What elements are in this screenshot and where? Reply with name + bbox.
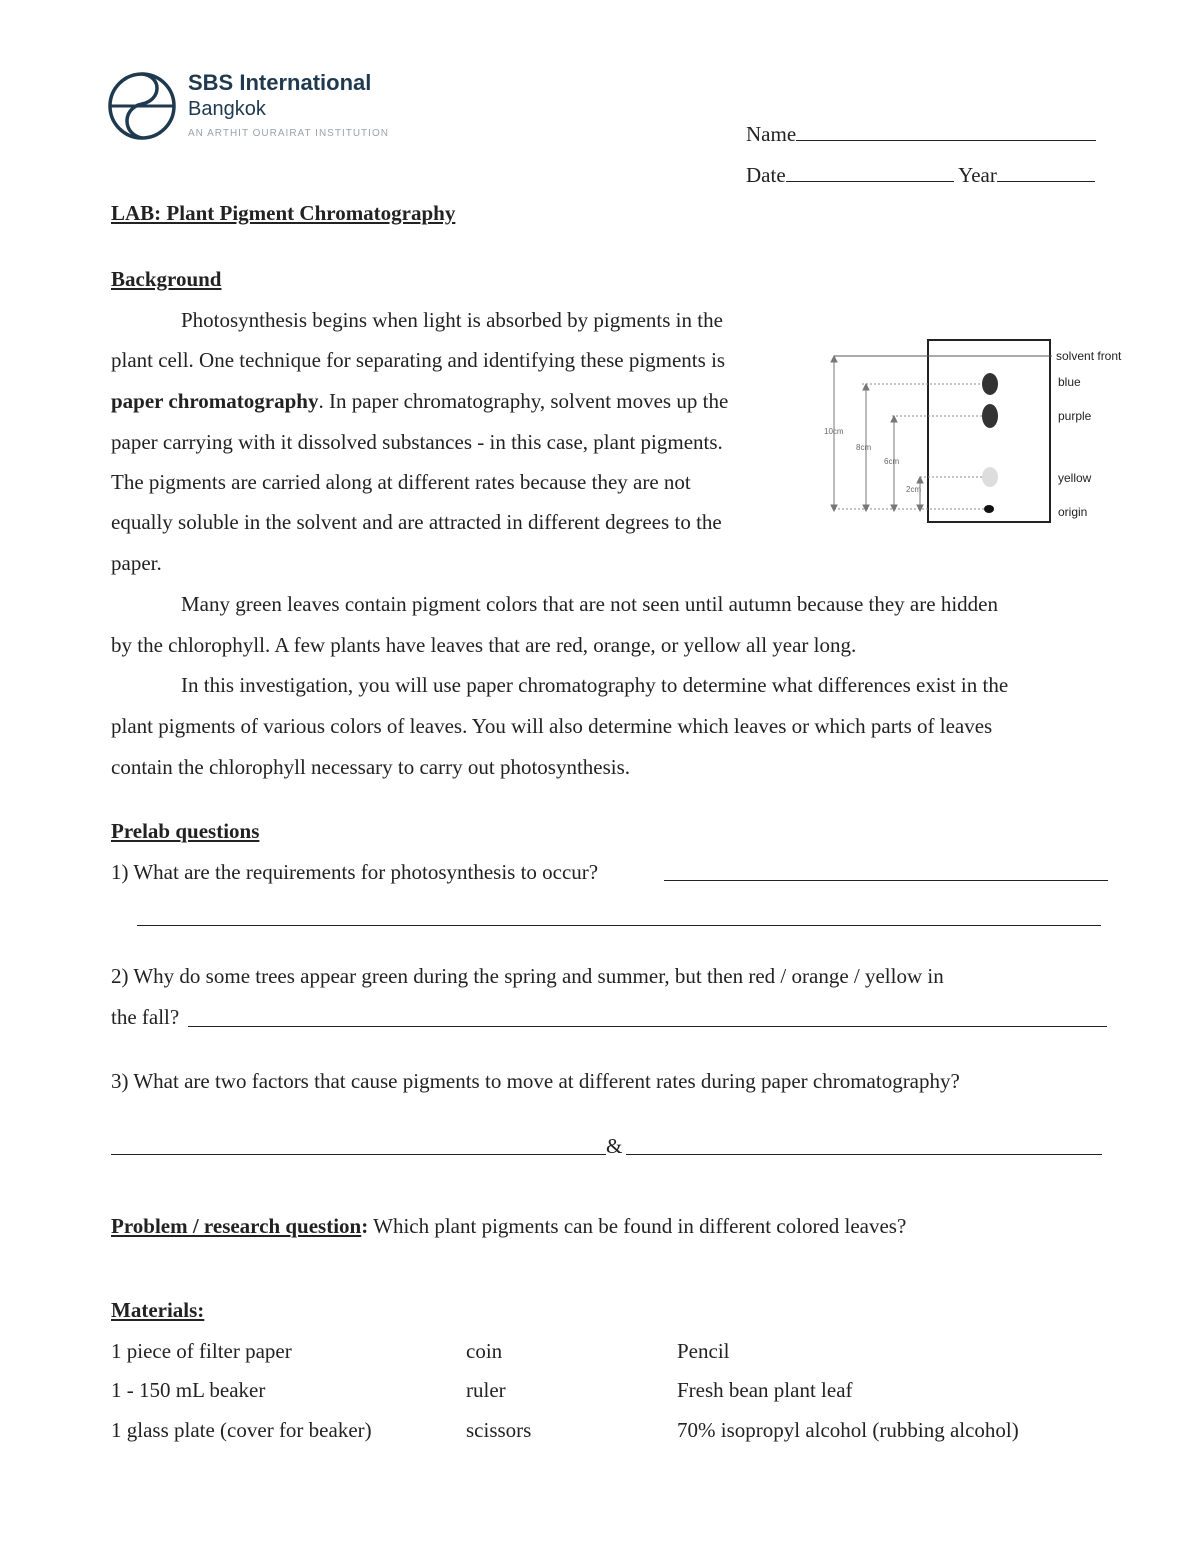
name-label: Name [746, 122, 797, 146]
date-year-field [746, 163, 1095, 186]
materials-item: ruler [466, 1378, 506, 1402]
research-question-text: Which plant pigments can be found in different colored leaves? [368, 1214, 907, 1238]
distance-6cm: 6cm [884, 457, 900, 466]
year-blank[interactable] [997, 163, 1095, 182]
background-p2-line2: by the chlorophyll. A few plants have leaves that are red, orange, or yellow all year long. [111, 633, 857, 657]
date-label: Date [746, 163, 786, 187]
page-title: LAB: Plant Pigment Chromatography [111, 201, 456, 225]
label-yellow: yellow [1058, 471, 1092, 485]
prelab-q1-text: 1) What are the requirements for photosynthesis to occur? [111, 860, 599, 884]
distance-2cm: 2cm [906, 485, 922, 494]
materials-item: 1 glass plate (cover for beaker) [111, 1418, 372, 1442]
prelab-q2-line2: the fall? [111, 1005, 180, 1029]
q3-ampersand: & [606, 1134, 623, 1158]
background-p1-line3: paper chromatography. In paper chromatography, solvent moves up the [111, 389, 729, 413]
org-city: Bangkok [188, 98, 266, 120]
background-p1-line2: plant cell. One technique for separating and identifying these pigments is [111, 348, 726, 372]
prelab-heading: Prelab questions [111, 819, 260, 843]
background-p3-line3: contain the chlorophyll necessary to carry out photosynthesis. [111, 755, 631, 779]
year-label: Year [958, 163, 997, 187]
distance-8cm: 8cm [856, 443, 872, 452]
chromatography-diagram [820, 334, 1130, 530]
prelab-q3: 3) What are two factors that cause pigments to move at different rates during paper chromatography? [111, 1069, 960, 1093]
background-p1-line4: paper carrying with it dissolved substances - in this case, plant pigments. [111, 430, 723, 454]
background-p3-line2: plant pigments of various colors of leaves. You will also determine which leaves or which parts of leaves [111, 714, 993, 738]
research-question-label: Problem / research question [111, 1214, 362, 1238]
materials-item: Pencil [677, 1339, 730, 1363]
background-p1-line7: paper. [111, 551, 162, 575]
label-solvent-front: solvent front [1056, 349, 1122, 363]
materials-item: coin [466, 1339, 503, 1363]
org-tagline: AN ARTHIT OURAIRAT INSTITUTION [188, 128, 389, 139]
spot-yellow [982, 467, 998, 487]
materials-item: 70% isopropyl alcohol (rubbing alcohol) [677, 1418, 1019, 1442]
research-question: Problem / research question: Which plant pigments can be found in different colored leaves? [111, 1214, 907, 1238]
q1-answer-blank-2[interactable] [137, 925, 1101, 926]
prelab-q2-line1: 2) Why do some trees appear green during the spring and summer, but then red / orange / yellow in [111, 964, 944, 988]
background-p1-line6: equally soluble in the solvent and are attracted in different degrees to the [111, 510, 722, 534]
prelab-q1 [111, 862, 598, 883]
materials-heading: Materials: [111, 1298, 205, 1322]
materials-item: Fresh bean plant leaf [677, 1378, 853, 1402]
term-paper-chromatography: paper chromatography [111, 389, 319, 413]
spot-purple [982, 404, 998, 428]
date-blank[interactable] [786, 163, 954, 182]
background-p2-line1: Many green leaves contain pigment colors that are not seen until autumn because they are hidden [181, 592, 998, 616]
spot-blue [982, 373, 998, 395]
label-blue: blue [1058, 375, 1081, 389]
background-p3-line1: In this investigation, you will use paper chromatography to determine what differences exist in the [181, 673, 1009, 697]
materials-item: scissors [466, 1418, 532, 1442]
name-field [746, 122, 1096, 145]
background-p1-line1: Photosynthesis begins when light is absorbed by pigments in the [181, 308, 723, 332]
spot-origin [984, 505, 994, 513]
background-heading: Background [111, 267, 222, 291]
label-purple: purple [1058, 409, 1092, 423]
distance-10cm: 10cm [824, 427, 844, 436]
q3-answer-blank-2[interactable] [626, 1154, 1102, 1155]
q2-answer-blank[interactable] [188, 1026, 1107, 1027]
label-origin: origin [1058, 505, 1088, 519]
filter-paper-strip [928, 340, 1050, 522]
materials-item: 1 piece of filter paper [111, 1339, 292, 1363]
materials-item: 1 - 150 mL beaker [111, 1378, 266, 1402]
q3-answer-blank-1[interactable] [111, 1154, 606, 1155]
org-name: SBS International [188, 70, 372, 95]
background-p1-line5: The pigments are carried along at different rates because they are not [111, 470, 691, 494]
name-blank[interactable] [796, 122, 1096, 141]
school-logo-icon [106, 70, 178, 142]
q1-answer-blank-1[interactable] [664, 880, 1108, 881]
